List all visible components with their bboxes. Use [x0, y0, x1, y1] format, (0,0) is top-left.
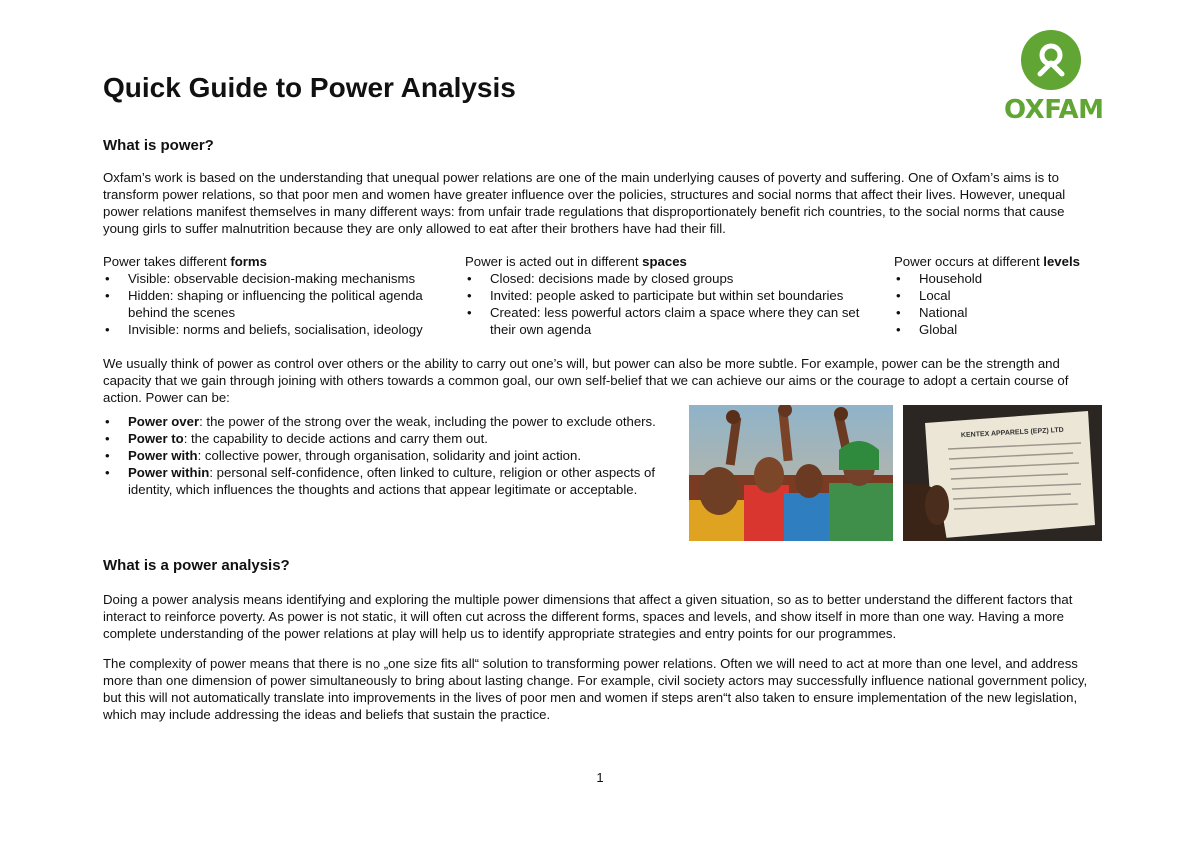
analysis-paragraph-1: Doing a power analysis means identifying and exploring the multiple power dimensions that affect a given situation, so as to better understand the different factors that interact to reinforce poverty. As power is not static, it will often cut across the different forms, spaces and levels, and show itself in more than one way. Having a more complete understanding of the power relations at play will help us to identify appropriate strategies and entry points for our programmes.	[103, 592, 1073, 641]
analysis-paragraph-2: The complexity of power means that there is no „one size fits all“ solution to transforming power relations. Often we will need to act at more than one level, and address more than one dimension of power simultaneously to bring about lasting change. For example, civil society actors may successfully influence national government policy, but this will not automatically translate into improvements in the lives of poor men and women if steps aren“t also taken to ensure implementation of the new legislation, which may include addressing the ideas and beliefs that sustain the practice.	[103, 656, 1088, 722]
page-number: 1	[596, 770, 604, 785]
oxfam-wordmark: OXFAM	[1004, 95, 1104, 125]
bullet-icon: •	[896, 271, 901, 286]
list-item: • Created: less powerful actors claim a space where they can set their own agenda	[467, 305, 860, 337]
list-item: • National	[896, 305, 968, 320]
power-intro-paragraph: We usually think of power as control over others or the ability to carry out one’s will, but power can also be more subtle. For example, power can be the strength and capacity that we gain through joining with others towards a common goal, our own self-belief that we can achieve our aims or the courage to adopt a certain course of action. Power can be:	[103, 356, 1069, 405]
intro-paragraph: Oxfam’s work is based on the understanding that unequal power relations are one of the main underlying causes of poverty and suffering. One of Oxfam’s aims is to transform power relations, so that poor men and women have greater influence over the policies, structures and social norms that affect their lives. However, unequal power relations manifest themselves in many different ways: from unfair trade regulations that disproportionately benefit rich countries, to the social norms that cause young girls to suffer malnutrition because they are only allowed to eat after their brothers have had their fill.	[103, 170, 1066, 236]
bullet-icon: •	[105, 448, 110, 463]
bullet-icon: •	[467, 305, 472, 320]
list-item: • Power with: collective power, through organisation, solidarity and joint action.	[105, 448, 581, 463]
list-item: • Power to: the capability to decide actions and carry them out.	[105, 431, 488, 446]
list-item: • Power over: the power of the strong over the weak, including the power to exclude others.	[105, 414, 656, 429]
column-keyword: spaces	[642, 254, 687, 269]
column-heading: Power is acted out in different spaces	[465, 254, 687, 269]
oxfam-figure-icon	[1021, 30, 1081, 90]
bullet-icon: •	[105, 271, 110, 286]
column-keyword: forms	[230, 254, 267, 269]
bullet-icon: •	[896, 288, 901, 303]
spaces-column	[465, 253, 880, 338]
document-heading: KENTEX APPARELS (EPZ) LTD	[960, 426, 1064, 440]
bullet-icon: •	[467, 288, 472, 303]
levels-list	[894, 270, 1114, 338]
column-heading: Power occurs at different levels	[894, 254, 1080, 269]
column-heading: Power takes different forms	[103, 254, 267, 269]
bullet-icon: •	[105, 465, 110, 480]
document-photo	[903, 405, 1102, 541]
forms-list	[103, 270, 453, 338]
page-title: Quick Guide to Power Analysis	[103, 72, 516, 103]
power-types-list	[103, 413, 675, 498]
list-item: • Hidden: shaping or influencing the political agenda behind the scenes	[105, 288, 423, 320]
bullet-icon: •	[105, 431, 110, 446]
section-heading-what-is-power: What is power?	[103, 137, 214, 154]
oxfam-logo	[1004, 30, 1104, 125]
list-item: • Household	[896, 271, 983, 286]
spaces-list	[465, 270, 880, 338]
bullet-icon: •	[896, 305, 901, 320]
list-item: • Visible: observable decision-making mechanisms	[105, 271, 416, 286]
list-item: • Closed: decisions made by closed groups	[467, 271, 734, 286]
list-item: • Power within: personal self-confidence, often linked to culture, religion or other aspects of identity, which influences the thoughts and actions that appear legitimate or acceptable.	[105, 465, 656, 497]
bullet-icon: •	[105, 288, 110, 303]
bullet-icon: •	[105, 414, 110, 429]
list-item: • Local	[896, 288, 951, 303]
list-item: • Global	[896, 322, 958, 337]
list-item: • Invited: people asked to participate but within set boundaries	[467, 288, 844, 303]
forms-column	[103, 253, 453, 338]
column-keyword: levels	[1043, 254, 1080, 269]
list-item: • Invisible: norms and beliefs, socialisation, ideology	[105, 322, 423, 337]
levels-column	[894, 253, 1114, 338]
protest-photo	[689, 405, 893, 541]
bullet-icon: •	[467, 271, 472, 286]
bullet-icon: •	[896, 322, 901, 337]
section-heading-power-analysis: What is a power analysis?	[103, 557, 290, 574]
bullet-icon: •	[105, 322, 110, 337]
